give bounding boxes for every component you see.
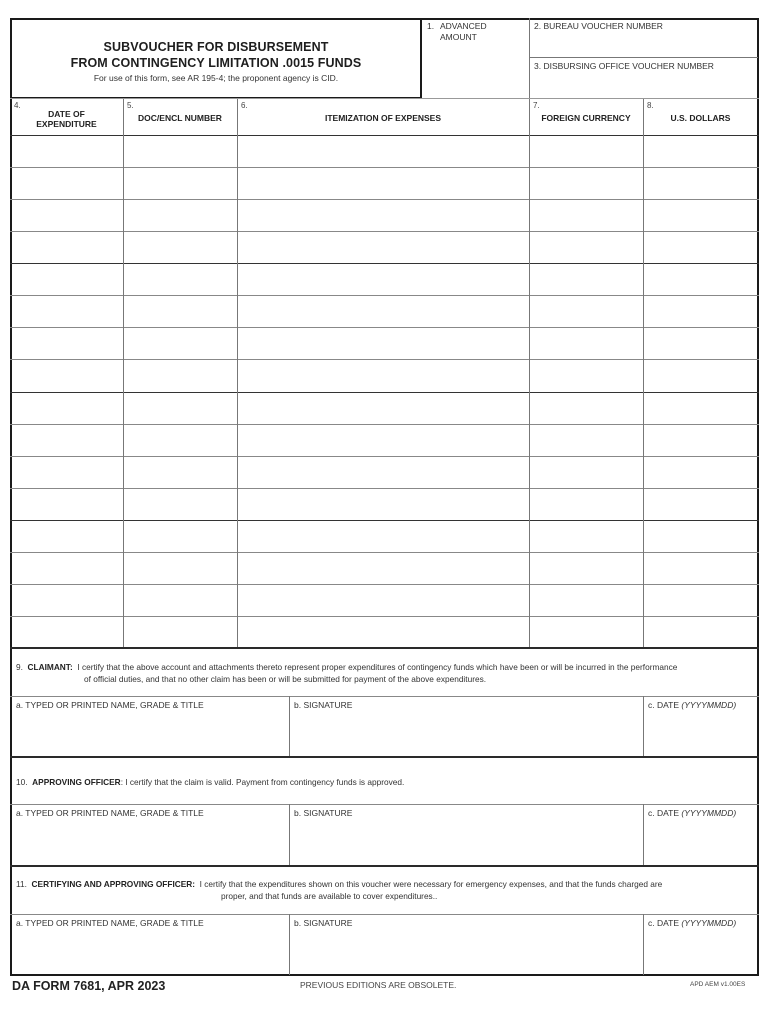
us-dollars-input[interactable] <box>644 521 758 552</box>
table-cell[interactable] <box>530 617 643 648</box>
itemization-input[interactable] <box>238 360 529 391</box>
date-format-hint: (YYYYMMDD) <box>681 700 737 710</box>
table-cell[interactable] <box>238 585 529 616</box>
approving-officer-name-field[interactable] <box>10 805 289 865</box>
date-of-expenditure-input[interactable] <box>11 296 123 327</box>
foreign-currency-input[interactable] <box>530 585 643 616</box>
date-of-expenditure-input[interactable] <box>11 585 123 616</box>
us-dollars-input[interactable] <box>644 425 758 456</box>
doc-encl-number-input[interactable] <box>124 328 237 359</box>
column-label <box>10 109 123 129</box>
foreign-currency-input[interactable] <box>530 360 643 391</box>
date-of-expenditure-input[interactable] <box>11 360 123 391</box>
itemization-input[interactable] <box>238 136 529 167</box>
column-number: 6. <box>241 101 248 110</box>
table-cell[interactable] <box>644 393 758 424</box>
section-number: 11. <box>16 879 27 889</box>
us-dollars-input[interactable] <box>644 264 758 295</box>
itemization-input[interactable] <box>238 617 529 648</box>
foreign-currency-input[interactable] <box>530 617 643 648</box>
foreign-currency-input[interactable] <box>530 232 643 263</box>
column-divider <box>529 99 530 648</box>
table-cell[interactable] <box>124 264 237 295</box>
column-divider <box>123 99 124 648</box>
field-label: a. TYPED OR PRINTED NAME, GRADE & TITLE <box>16 808 204 818</box>
date-of-expenditure-input[interactable] <box>11 521 123 552</box>
field-label <box>648 918 736 928</box>
statement-text: I certify that the expenditures shown on this voucher were necessary for emergency expenses, and that the funds charged are <box>199 879 663 889</box>
table-cell[interactable] <box>124 585 237 616</box>
table-cell[interactable] <box>124 232 237 263</box>
section-heading: CERTIFYING AND APPROVING OFFICER: <box>31 879 196 889</box>
claimant-name-field[interactable] <box>10 697 289 756</box>
table-cell[interactable] <box>238 232 529 263</box>
date-of-expenditure-input[interactable] <box>11 264 123 295</box>
itemization-input[interactable] <box>238 393 529 424</box>
itemization-input[interactable] <box>238 296 529 327</box>
table-cell[interactable] <box>238 553 529 584</box>
section-heading: CLAIMANT: <box>27 662 73 672</box>
table-cell[interactable] <box>530 457 643 488</box>
doc-encl-number-input[interactable] <box>124 360 237 391</box>
approving-officer-statement <box>16 776 756 788</box>
foreign-currency-input[interactable] <box>530 489 643 520</box>
table-cell[interactable] <box>238 425 529 456</box>
claimant-name-input[interactable] <box>12 713 286 753</box>
table-cell[interactable] <box>530 425 643 456</box>
certifying-officer-signature-field[interactable] <box>290 915 643 975</box>
bureau-voucher-number-field[interactable] <box>530 18 758 57</box>
table-cell[interactable] <box>530 393 643 424</box>
approving-officer-name-input[interactable] <box>12 821 286 861</box>
itemization-input[interactable] <box>238 489 529 520</box>
table-cell[interactable] <box>644 585 758 616</box>
table-cell[interactable] <box>238 264 529 295</box>
table-cell[interactable] <box>124 393 237 424</box>
claimant-statement <box>16 661 756 685</box>
table-cell[interactable] <box>644 232 758 263</box>
date-format-hint: (YYYYMMDD) <box>681 918 737 928</box>
table-cell[interactable] <box>124 328 237 359</box>
column-header-us-dollars <box>643 99 758 136</box>
section-heading: APPROVING OFFICER <box>32 777 121 787</box>
form-title-line2: FROM CONTINGENCY LIMITATION .0015 FUNDS <box>70 55 362 70</box>
table-cell[interactable] <box>11 585 123 616</box>
table-cell[interactable] <box>644 457 758 488</box>
foreign-currency-input[interactable] <box>530 136 643 167</box>
itemization-input[interactable] <box>238 521 529 552</box>
date-of-expenditure-input[interactable] <box>11 232 123 263</box>
doc-encl-number-input[interactable] <box>124 585 237 616</box>
foreign-currency-input[interactable] <box>530 200 643 231</box>
table-cell[interactable] <box>124 521 237 552</box>
field-label <box>648 808 736 818</box>
date-of-expenditure-input[interactable] <box>11 425 123 456</box>
table-cell[interactable] <box>124 136 237 167</box>
us-dollars-input[interactable] <box>644 617 758 648</box>
field-label: b. SIGNATURE <box>294 700 353 710</box>
date-of-expenditure-input[interactable] <box>11 328 123 359</box>
column-header-doc-encl <box>123 99 237 136</box>
table-cell[interactable] <box>238 393 529 424</box>
advanced-amount-num: 1. <box>427 21 435 31</box>
doc-encl-number-input[interactable] <box>124 393 237 424</box>
foreign-currency-input[interactable] <box>530 521 643 552</box>
doc-encl-number-input[interactable] <box>124 200 237 231</box>
column-label: ITEMIZATION OF EXPENSES <box>324 113 442 123</box>
table-cell[interactable] <box>11 168 123 199</box>
us-dollars-input[interactable] <box>644 360 758 391</box>
field-label: b. SIGNATURE <box>294 808 353 818</box>
title-block <box>10 18 422 99</box>
statement-text: : I certify that the claim is valid. Payment from contingency funds is approved. <box>120 777 405 787</box>
date-of-expenditure-input[interactable] <box>11 393 123 424</box>
table-cell[interactable] <box>238 457 529 488</box>
claimant-statement-line1 <box>16 661 756 673</box>
itemization-input[interactable] <box>238 328 529 359</box>
table-cell[interactable] <box>238 136 529 167</box>
statement-text: I certify that the above account and attachments thereto represent proper expenditures of contingency funds which have been or will be incurred in the performance <box>77 662 678 672</box>
column-number: 7. <box>533 101 540 110</box>
field-label: a. TYPED OR PRINTED NAME, GRADE & TITLE <box>16 918 204 928</box>
table-cell[interactable] <box>11 489 123 520</box>
date-label: c. DATE <box>648 700 680 710</box>
table-cell[interactable] <box>530 553 643 584</box>
foreign-currency-input[interactable] <box>530 425 643 456</box>
table-cell[interactable] <box>644 489 758 520</box>
section-number: 9. <box>16 662 23 672</box>
table-cell[interactable] <box>644 521 758 552</box>
table-cell[interactable] <box>644 328 758 359</box>
certifying-officer-name-field[interactable] <box>10 915 289 975</box>
foreign-currency-input[interactable] <box>530 168 643 199</box>
column-number: 8. <box>647 101 654 110</box>
table-cell[interactable] <box>11 393 123 424</box>
table-cell[interactable] <box>530 328 643 359</box>
table-cell[interactable] <box>11 457 123 488</box>
version-label: APD AEM v1.00ES <box>690 981 746 988</box>
table-cell[interactable] <box>530 136 643 167</box>
table-cell[interactable] <box>11 553 123 584</box>
foreign-currency-input[interactable] <box>530 393 643 424</box>
table-cell[interactable] <box>530 264 643 295</box>
table-cell[interactable] <box>124 168 237 199</box>
certifying-officer-date-input[interactable] <box>646 931 756 971</box>
table-cell[interactable] <box>124 553 237 584</box>
table-cell[interactable] <box>530 296 643 327</box>
us-dollars-input[interactable] <box>644 136 758 167</box>
date-label: c. DATE <box>648 918 680 928</box>
date-of-expenditure-input[interactable] <box>11 553 123 584</box>
us-dollars-input[interactable] <box>644 457 758 488</box>
doc-encl-number-input[interactable] <box>124 136 237 167</box>
doc-encl-number-input[interactable] <box>124 617 237 648</box>
doc-encl-number-input[interactable] <box>124 489 237 520</box>
table-cell[interactable] <box>124 200 237 231</box>
claimant-signature-field[interactable] <box>290 697 643 756</box>
us-dollars-input[interactable] <box>644 393 758 424</box>
column-header-foreign-currency <box>529 99 643 136</box>
us-dollars-input[interactable] <box>644 328 758 359</box>
doc-encl-number-input[interactable] <box>124 425 237 456</box>
field-label: a. TYPED OR PRINTED NAME, GRADE & TITLE <box>16 700 204 710</box>
date-of-expenditure-input[interactable] <box>11 200 123 231</box>
foreign-currency-input[interactable] <box>530 328 643 359</box>
table-cell[interactable] <box>238 168 529 199</box>
table-cell[interactable] <box>644 617 758 648</box>
us-dollars-input[interactable] <box>644 296 758 327</box>
table-cell[interactable] <box>124 457 237 488</box>
table-cell[interactable] <box>11 617 123 648</box>
form-subtitle: For use of this form, see AR 195-4; the proponent agency is CID. <box>93 72 339 83</box>
table-cell[interactable] <box>644 425 758 456</box>
column-label: DOC/ENCL NUMBER <box>138 113 222 123</box>
us-dollars-input[interactable] <box>644 168 758 199</box>
date-of-expenditure-input[interactable] <box>11 617 123 648</box>
itemization-input[interactable] <box>238 425 529 456</box>
certifying-officer-statement-line1 <box>16 878 756 890</box>
certifying-officer-date-field[interactable] <box>644 915 758 975</box>
column-header-itemization <box>237 99 529 136</box>
disbursing-office-voucher-number-label: 3. DISBURSING OFFICE VOUCHER NUMBER <box>534 61 714 71</box>
column-divider <box>643 99 644 648</box>
doc-encl-number-input[interactable] <box>124 553 237 584</box>
column-label: FOREIGN CURRENCY <box>541 113 631 123</box>
foreign-currency-input[interactable] <box>530 296 643 327</box>
doc-encl-number-input[interactable] <box>124 521 237 552</box>
table-cell[interactable] <box>11 296 123 327</box>
us-dollars-input[interactable] <box>644 489 758 520</box>
table-cell[interactable] <box>644 264 758 295</box>
field-label: b. SIGNATURE <box>294 918 353 928</box>
claimant-statement-line2: of official duties, and that no other claim has been or will be submitted for payment of the above expenditures. <box>84 674 487 684</box>
advanced-amount-field[interactable] <box>422 18 530 99</box>
advanced-amount-label-line2: AMOUNT <box>440 32 477 42</box>
table-cell[interactable] <box>124 617 237 648</box>
us-dollars-input[interactable] <box>644 232 758 263</box>
us-dollars-input[interactable] <box>644 585 758 616</box>
table-cell[interactable] <box>124 489 237 520</box>
table-cell[interactable] <box>238 489 529 520</box>
date-format-hint: (YYYYMMDD) <box>681 808 737 818</box>
table-cell[interactable] <box>530 200 643 231</box>
table-cell[interactable] <box>11 328 123 359</box>
table-cell[interactable] <box>238 328 529 359</box>
table-cell[interactable] <box>11 264 123 295</box>
table-cell[interactable] <box>644 200 758 231</box>
column-divider <box>237 99 238 648</box>
column-label-line2: EXPENDITURE <box>36 119 97 129</box>
doc-encl-number-input[interactable] <box>124 264 237 295</box>
itemization-input[interactable] <box>238 264 529 295</box>
certifying-officer-statement <box>16 878 756 902</box>
table-cell[interactable] <box>11 425 123 456</box>
disbursing-office-voucher-number-field[interactable] <box>530 58 758 99</box>
form-title-line1: SUBVOUCHER FOR DISBURSEMENT <box>103 39 329 54</box>
advanced-amount-input[interactable] <box>424 46 528 94</box>
table-cell[interactable] <box>124 425 237 456</box>
form-number: DA FORM 7681, APR 2023 <box>12 979 166 993</box>
itemization-input[interactable] <box>238 585 529 616</box>
table-cell[interactable] <box>530 489 643 520</box>
table-cell[interactable] <box>11 200 123 231</box>
date-of-expenditure-input[interactable] <box>11 489 123 520</box>
doc-encl-number-input[interactable] <box>124 296 237 327</box>
date-of-expenditure-input[interactable] <box>11 457 123 488</box>
table-cell[interactable] <box>644 553 758 584</box>
table-cell[interactable] <box>530 360 643 391</box>
doc-encl-number-input[interactable] <box>124 168 237 199</box>
section-number: 10. <box>16 777 28 787</box>
table-cell[interactable] <box>11 521 123 552</box>
table-cell[interactable] <box>644 296 758 327</box>
claimant-date-field[interactable] <box>644 697 758 756</box>
table-cell[interactable] <box>238 521 529 552</box>
foreign-currency-input[interactable] <box>530 457 643 488</box>
editions-note: PREVIOUS EDITIONS ARE OBSOLETE. <box>300 980 457 990</box>
column-header-date <box>10 99 123 136</box>
table-cell[interactable] <box>238 200 529 231</box>
advanced-amount-label-line1: ADVANCED <box>440 21 487 31</box>
us-dollars-input[interactable] <box>644 553 758 584</box>
column-number: 4. <box>14 101 21 110</box>
field-label <box>648 700 736 710</box>
date-of-expenditure-input[interactable] <box>11 136 123 167</box>
table-cell[interactable] <box>644 136 758 167</box>
itemization-input[interactable] <box>238 457 529 488</box>
table-cell[interactable] <box>11 232 123 263</box>
column-label-line1: DATE OF <box>48 109 85 119</box>
doc-encl-number-input[interactable] <box>124 232 237 263</box>
table-cell[interactable] <box>530 521 643 552</box>
table-cell[interactable] <box>124 360 237 391</box>
column-label: U.S. DOLLARS <box>670 113 731 123</box>
table-cell[interactable] <box>530 585 643 616</box>
table-cell[interactable] <box>238 360 529 391</box>
approving-officer-signature-field[interactable] <box>290 805 643 865</box>
itemization-input[interactable] <box>238 553 529 584</box>
table-cell[interactable] <box>530 168 643 199</box>
table-cell[interactable] <box>644 360 758 391</box>
table-bottom-border <box>10 647 759 649</box>
table-cell[interactable] <box>11 360 123 391</box>
itemization-input[interactable] <box>238 168 529 199</box>
claimant-date-input[interactable] <box>646 713 756 753</box>
table-cell[interactable] <box>124 296 237 327</box>
certifying-officer-name-input[interactable] <box>12 931 286 971</box>
itemization-input[interactable] <box>238 232 529 263</box>
approving-officer-date-field[interactable] <box>644 805 758 865</box>
table-cell[interactable] <box>11 136 123 167</box>
bureau-voucher-number-label: 2. BUREAU VOUCHER NUMBER <box>534 21 663 31</box>
foreign-currency-input[interactable] <box>530 553 643 584</box>
itemization-input[interactable] <box>238 200 529 231</box>
disbursing-office-voucher-number-input[interactable] <box>532 74 754 96</box>
table-cell[interactable] <box>644 168 758 199</box>
section-divider <box>10 865 759 867</box>
doc-encl-number-input[interactable] <box>124 457 237 488</box>
foreign-currency-input[interactable] <box>530 264 643 295</box>
date-of-expenditure-input[interactable] <box>11 168 123 199</box>
table-cell[interactable] <box>238 296 529 327</box>
bureau-voucher-number-input[interactable] <box>532 34 754 54</box>
approving-officer-date-input[interactable] <box>646 821 756 861</box>
certifying-officer-statement-line2: proper, and that funds are available to cover expenditures.. <box>221 891 438 901</box>
table-cell[interactable] <box>238 617 529 648</box>
section-divider <box>10 756 759 758</box>
column-number: 5. <box>127 101 134 110</box>
date-label: c. DATE <box>648 808 680 818</box>
us-dollars-input[interactable] <box>644 200 758 231</box>
table-cell[interactable] <box>530 232 643 263</box>
